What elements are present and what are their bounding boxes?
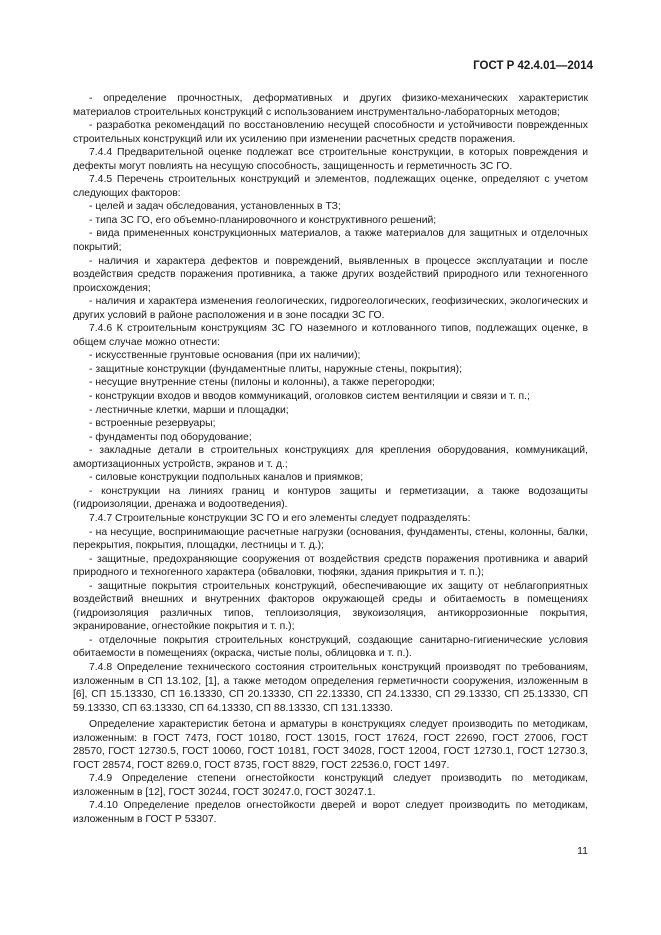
paragraph: - защитные покрытия строительных конструкций, обеспечивающие их защиту от неблагоприятных воздействий внешних и внутренних факторов окружающей среды и обитаемость в помещениях (гидроизоляция различных типов, теплоизоляция, звукоизоляция, антикоррозионные покрытия, экранирование, огнестойкие покрытия и т. п.);	[73, 580, 588, 633]
paragraph: - на несущие, воспринимающие расчетные нагрузки (основания, фундаменты, стены, колонны, балки, перекрытия, покрытия, площадки, лестницы и т. д.);	[73, 526, 588, 552]
paragraph: - несущие внутренние стены (пилоны и колонны), а также перегородки;	[89, 377, 435, 389]
page-number: 11	[577, 845, 588, 857]
paragraph: Определение характеристик бетона и арматуры в конструкциях следует производить по методикам, изложенным: в ГОСТ 7473, ГОСТ 10180, ГОСТ 13015, ГОСТ 17624, ГОСТ 22690, ГОСТ 27006, ГОСТ 28570, ГОСТ 12730.5, ГОСТ 10060, ГОСТ 10181, ГОСТ 34028, ГОСТ 12004, ГОСТ 12730.1, ГОСТ 12730.3, ГОСТ 28574, ГОСТ 8269.0, ГОСТ 8735, ГОСТ 8829, ГОСТ 22536.0, ГОСТ 1497.	[73, 719, 588, 771]
paragraph: - наличия и характера изменения геологических, гидрогеологических, геофизических, экологических и других условий в районе расположения и в зоне посадки ЗС ГО.	[73, 296, 588, 321]
paragraph: 7.4.8 Определение технического состояния строительных конструкций производят по требованиям, изложенным в СП 13.102, [1], а также методом определения герметичности сооружения, изложенным в [6], СП 15.13330, СП 16.13330, СП 20.13330, СП 22.13330, СП 24.13330, СП 29.13330, СП 25.13330, СП 59.13330, СП 63.13330, СП 64.13330, СП 88.13330, СП 131.13330.	[73, 661, 588, 714]
document-header: ГОСТ Р 42.4.01—2014	[473, 60, 593, 72]
paragraph: 7.4.9 Определение степени огнестойкости конструкций следует производить по методикам, изложенным в [12], ГОСТ 30244, ГОСТ 30247.0, ГОСТ 30247.1.	[73, 773, 588, 798]
paragraph: - вида примененных конструкционных материалов, а также материалов для защитных и отделочных покрытий;	[73, 228, 588, 254]
paragraph: - защитные, предохраняющие сооружения от воздействия средств поражения противника и аварий природного и техногенного характера (обваловки, тюфяки, здания прикрытия и т. п.);	[73, 553, 588, 579]
paragraph: 7.4.7 Строительные конструкции ЗС ГО и его элементы следует подразделять:	[89, 512, 471, 524]
paragraph: - целей и задач обследования, установленных в ТЗ;	[89, 201, 341, 213]
paragraph: 7.4.5 Перечень строительных конструкций и элементов, подлежащих оценке, определяют с учетом следующих факторов:	[73, 174, 588, 199]
paragraph: 7.4.10 Определение пределов огнестойкости дверей и ворот следует производить по методикам, изложенным в ГОСТ Р 53307.	[73, 800, 588, 825]
paragraph: - искусственные грунтовые основания (при их наличии);	[89, 350, 361, 362]
paragraph: - защитные конструкции (фундаментные плиты, наружные стены, покрытия);	[89, 363, 462, 375]
paragraph: 7.4.6 К строительным конструкциям ЗС ГО наземного и котлованного типов, подлежащих оценке, в общем случае можно отнести:	[73, 323, 588, 348]
paragraph: - типа ЗС ГО, его объемно-планировочного и конструктивного решений;	[89, 214, 437, 226]
paragraph: 7.4.4 Предварительной оценке подлежат все строительные конструкции, в которых повреждения и дефекты могут повлиять на несущую способность, защищенность и герметичность ЗС ГО.	[73, 147, 588, 172]
paragraph: - лестничные клетки, марши и площадки;	[89, 404, 289, 416]
paragraph: - разработка рекомендаций по восстановлению несущей способности и устойчивости поврежденных строительных конструкций или их усилению при изменении расчетных средств поражения.	[73, 120, 588, 145]
paragraph: - закладные детали в строительных конструкциях для крепления оборудования, коммуникаций, амортизационных устройств, экранов и т. д.;	[73, 445, 588, 470]
page-body	[73, 92, 588, 827]
paragraph: - конструкции входов и вводов коммуникаций, оголовков систем вентиляции и связи и т. п.;	[89, 391, 530, 403]
paragraph: - силовые конструкции подпольных каналов и приямков;	[89, 472, 364, 484]
paragraph: - наличия и характера дефектов и повреждений, выявленных в процессе эксплуатации и после воздействия средств поражения противника, а также других воздействий природного или техногенного происхождения;	[73, 255, 588, 294]
paragraph: - отделочные покрытия строительных конструкций, создающие санитарно-гигиенические условия обитаемости в помещениях (окраска, чистые полы, облицовка и т. п.).	[73, 634, 588, 660]
paragraph: - фундаменты под оборудование;	[89, 431, 252, 443]
paragraph: - конструкции на линиях границ и контуров защиты и герметизации, а также водозащиты (гидроизоляции, дренажа и водоотведения).	[73, 485, 588, 511]
paragraph: - встроенные резервуары;	[89, 418, 216, 430]
paragraph: - определение прочностных, деформативных и других физико-механических характеристик материалов строительных конструкций с использованием инструментально-лабораторных методов;	[73, 93, 588, 118]
